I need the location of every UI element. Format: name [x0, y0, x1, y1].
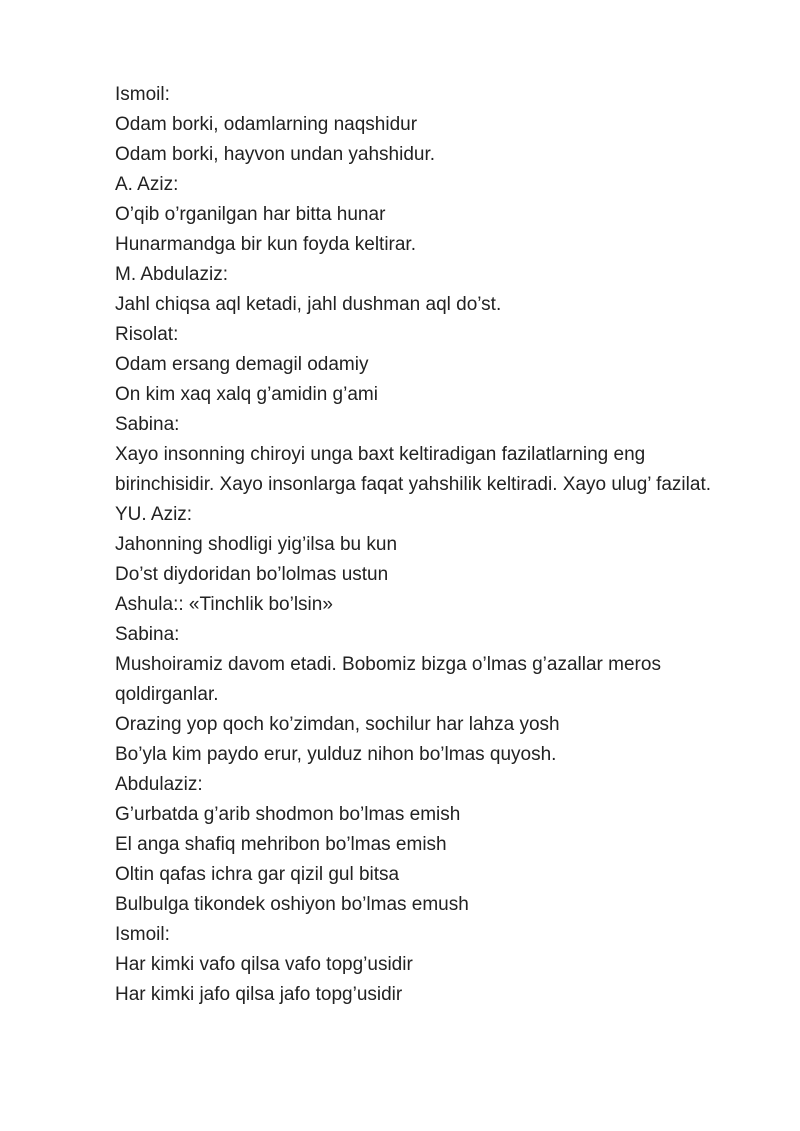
- song-announcement: Ashula:: «Tinchlik bo’lsin»: [115, 594, 333, 615]
- verse-line: Hunarmandga bir kun foyda keltirar.: [115, 234, 416, 255]
- verse-line: Odam borki, odamlarning naqshidur: [115, 114, 418, 135]
- verse-line: G’urbatda g’arib shodmon bo’lmas emish: [115, 804, 461, 825]
- verse-line: Har kimki vafo qilsa vafo topg’usidir: [115, 954, 413, 975]
- verse-line: Bo’yla kim paydo erur, yulduz nihon bo’lmas quyosh.: [115, 744, 557, 765]
- speaker-label: Sabina:: [115, 414, 180, 435]
- verse-line: Orazing yop qoch ko’zimdan, sochilur har lahza yosh: [115, 714, 560, 735]
- speaker-label: A. Aziz:: [115, 174, 179, 195]
- document-page: [115, 80, 715, 1010]
- verse-line: Bulbulga tikondek oshiyon bo’lmas emush: [115, 894, 469, 915]
- verse-line: El anga shafiq mehribon bo’lmas emish: [115, 834, 447, 855]
- speaker-label: Ismoil:: [115, 924, 170, 945]
- verse-line: Odam borki, hayvon undan yahshidur.: [115, 144, 436, 165]
- verse-line: Har kimki jafo qilsa jafo topg’usidir: [115, 984, 403, 1005]
- verse-line: Oltin qafas ichra gar qizil gul bitsa: [115, 864, 400, 885]
- verse-line: Do’st diydoridan bo’lolmas ustun: [115, 564, 389, 585]
- speaker-label: Abdulaziz:: [115, 774, 203, 795]
- prose-paragraph: Xayo insonning chiroyi unga baxt keltiradigan fazilatlarning eng birinchisidir. Xayo insonlarga faqat yahshilik keltiradi. Xayo ulug’ fazilat.: [115, 444, 711, 495]
- prose-paragraph: Mushoiramiz davom etadi. Bobomiz bizga o’lmas g’azallar meros qoldirganlar.: [115, 654, 661, 705]
- speaker-label: Risolat:: [115, 324, 179, 345]
- speaker-label: M. Abdulaziz:: [115, 264, 228, 285]
- verse-line: Jahonning shodligi yig’ilsa bu kun: [115, 534, 398, 555]
- verse-line: O’qib o’rganilgan har bitta hunar: [115, 204, 386, 225]
- speaker-label: Sabina:: [115, 624, 180, 645]
- verse-line: Odam ersang demagil odamiy: [115, 354, 369, 375]
- speaker-label: Ismoil:: [115, 84, 170, 105]
- verse-line: Jahl chiqsa aql ketadi, jahl dushman aql do’st.: [115, 294, 502, 315]
- speaker-label: YU. Aziz:: [115, 504, 193, 525]
- verse-line: On kim xaq xalq g’amidin g’ami: [115, 384, 378, 405]
